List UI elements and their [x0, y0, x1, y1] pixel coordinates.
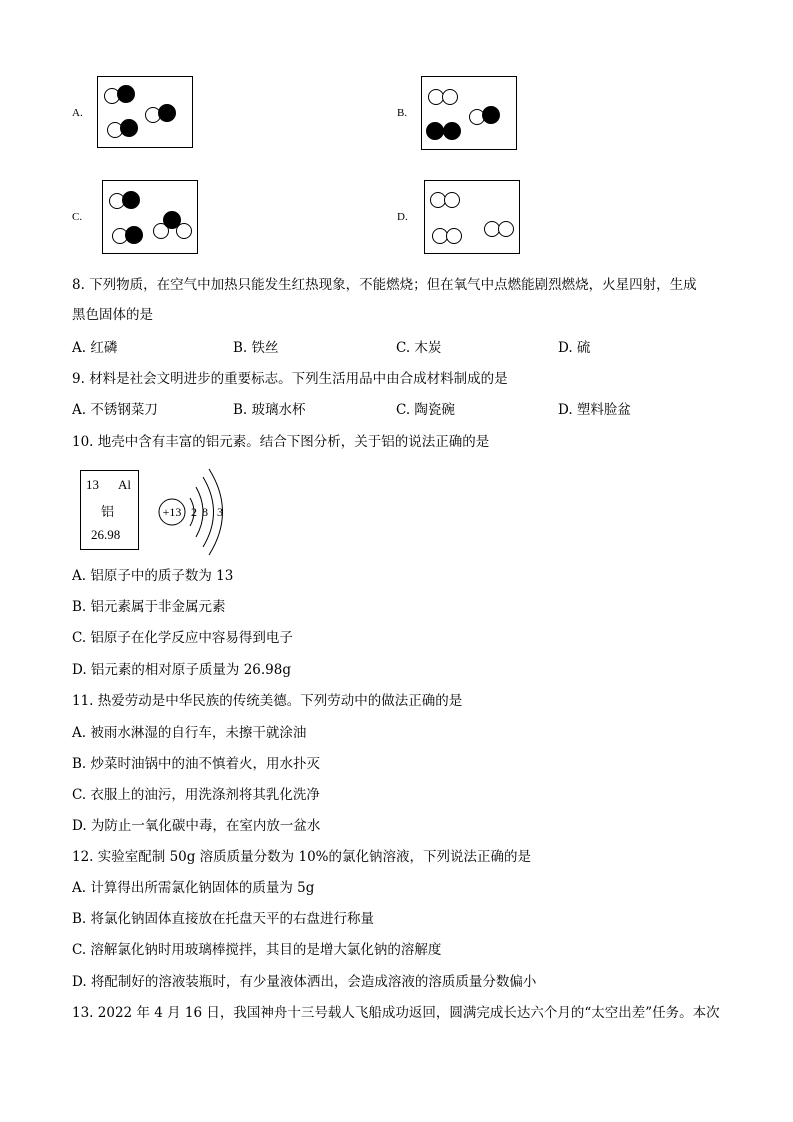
option-c: C. 衣服上的油污，用洗涤剂将其乳化洗净: [72, 787, 320, 803]
atomic-number: 13: [86, 477, 99, 492]
shell-electrons-1: 2: [191, 505, 197, 519]
option-d: D. 铝元素的相对原子质量为 26.98g: [72, 662, 292, 678]
element-symbol: Al: [118, 477, 131, 492]
question-number: 11.: [72, 693, 94, 709]
particle-box-a: [97, 76, 193, 148]
option-a: A. 被雨水淋湿的自行车，未擦干就涂油: [72, 725, 307, 741]
black-atom: [117, 85, 135, 103]
question-number: 13.: [72, 1005, 94, 1021]
question-line: [72, 370, 508, 388]
atom-structure-diagram: [150, 465, 240, 561]
white-atom: [444, 192, 460, 208]
option-d: D. 将配制好的溶液装瓶时，有少量液体洒出，会造成溶液的溶质质量分数偏小: [72, 974, 537, 990]
option-a: A. 铝原子中的质子数为 13: [72, 568, 234, 584]
option-c: C. 溶解氯化钠时用玻璃棒搅拌，其目的是增大氯化钠的溶解度: [72, 942, 442, 958]
white-atom: [446, 228, 462, 244]
option-d: D. 塑料脸盆: [558, 402, 631, 418]
nucleus-charge: +13: [162, 505, 182, 519]
question-number: 9.: [72, 371, 85, 387]
black-atom: [443, 122, 461, 140]
option-label: D.: [397, 211, 408, 223]
option-a: A. 红磷: [72, 340, 118, 356]
option-c: C. 木炭: [396, 340, 442, 356]
option-label: C.: [72, 211, 83, 223]
question-text: 2022 年 4 月 16 日，我国神舟十三号载人飞船成功返回，圆满完成长达六个月的“太空出差”任务。本次: [97, 1005, 720, 1021]
option-b: B. 玻璃水杯: [233, 402, 306, 418]
question-number: 8.: [72, 277, 85, 293]
atomic-mass: 26.98: [91, 527, 121, 542]
black-atom: [122, 191, 140, 209]
element-name: 铝: [101, 505, 115, 520]
option-c: C. 铝原子在化学反应中容易得到电子: [72, 630, 293, 646]
question-text: 地壳中含有丰富的铝元素。结合下图分析，关于铝的说法正确的是: [97, 434, 490, 450]
question-line: [72, 1004, 720, 1022]
option-d: D. 为防止一氧化碳中毒，在室内放一盆水: [72, 818, 321, 834]
question-line: [72, 692, 462, 710]
question-text: 热爱劳动是中华民族的传统美德。下列劳动中的做法正确的是: [97, 693, 463, 709]
white-atom: [442, 89, 458, 105]
particle-box-d: [424, 180, 520, 254]
shell-electrons-3: 3: [217, 505, 223, 519]
option-a: A. 不锈钢菜刀: [72, 402, 158, 418]
white-atom: [498, 221, 514, 237]
option-c: C. 陶瓷碗: [396, 402, 455, 418]
shell-electrons-2: 8: [202, 505, 208, 519]
particle-box-c: [102, 180, 198, 254]
question-text-line2: 黑色固体的是: [72, 307, 153, 323]
element-card: [80, 470, 139, 550]
black-atom: [482, 106, 500, 124]
black-atom: [158, 104, 176, 122]
option-b: B. 炒菜时油锅中的油不慎着火，用水扑灭: [72, 756, 321, 772]
option-a: A. 计算得出所需氯化钠固体的质量为 5g: [72, 880, 315, 896]
question-number: 10.: [72, 434, 94, 450]
option-d: D. 硫: [558, 340, 591, 356]
question-text: 实验室配制 50g 溶质质量分数为 10%的氯化钠溶液，下列说法正确的是: [97, 849, 531, 865]
option-label: A.: [72, 107, 83, 119]
question-text: 下列物质，在空气中加热只能发生红热现象，不能燃烧；但在氧气中点燃能剧烈燃烧，火星四射，生成: [89, 277, 697, 293]
question-line: [72, 848, 531, 866]
question-line: [72, 276, 697, 294]
question-text: 材料是社会文明进步的重要标志。下列生活用品中由合成材料制成的是: [89, 371, 508, 387]
black-atom: [426, 122, 444, 140]
question-line: [72, 433, 489, 451]
white-atom: [176, 223, 192, 239]
question-number: 12.: [72, 849, 94, 865]
particle-box-b: [421, 76, 517, 150]
black-atom: [120, 119, 138, 137]
option-b: B. 将氯化钠固体直接放在托盘天平的右盘进行称量: [72, 911, 375, 927]
black-atom: [125, 226, 143, 244]
option-b: B. 铁丝: [233, 340, 279, 356]
option-b: B. 铝元素属于非金属元素: [72, 599, 226, 615]
option-label: B.: [397, 107, 408, 119]
